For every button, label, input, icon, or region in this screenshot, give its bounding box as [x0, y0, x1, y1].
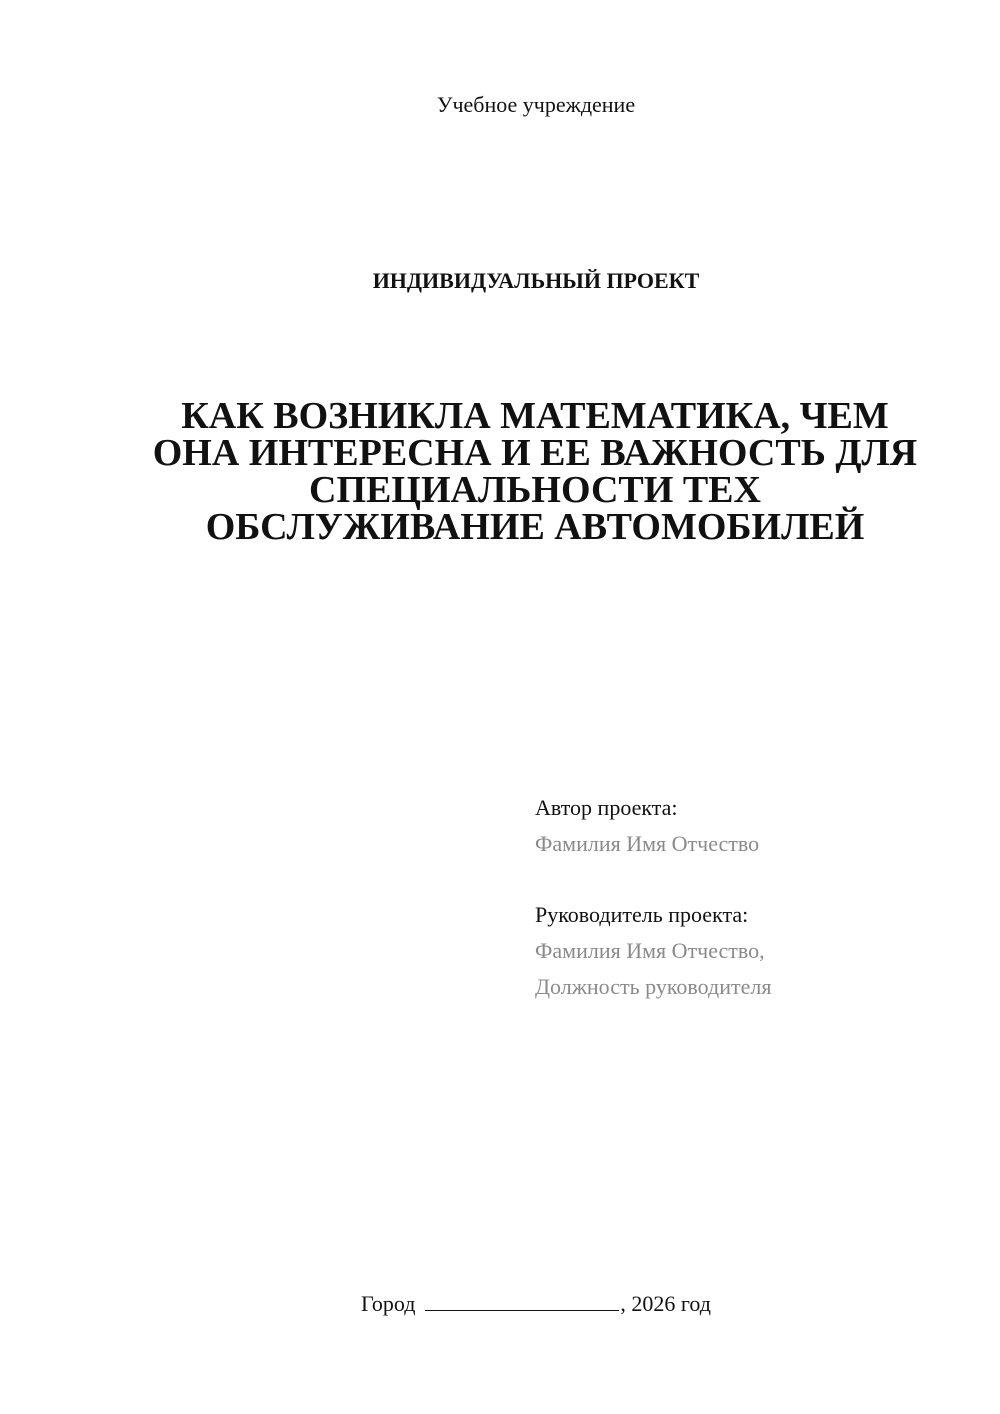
- project-meta: [535, 790, 771, 1005]
- project-title-line: КАК ВОЗНИКЛА МАТЕМАТИКА, ЧЕМ: [181, 395, 889, 437]
- meta-spacer: [535, 862, 771, 897]
- project-title-line: ОНА ИНТЕРЕСНА И ЕЕ ВАЖНОСТЬ ДЛЯ: [152, 432, 918, 474]
- institution-name: Учебное учреждение: [436, 92, 636, 117]
- supervisor-position-placeholder: Должность руководителя: [535, 974, 772, 999]
- footer-city-year: [0, 1290, 1000, 1317]
- project-title: [130, 395, 940, 548]
- author-name-placeholder: Фамилия Имя Отчество: [535, 831, 760, 856]
- city-label: Город: [361, 1291, 416, 1316]
- city-blank-line: [425, 1290, 619, 1311]
- author-label: Автор проекта:: [535, 795, 678, 820]
- project-title-line: СПЕЦИАЛЬНОСТИ ТЕХ: [309, 469, 761, 511]
- supervisor-label: Руководитель проекта:: [535, 902, 749, 927]
- supervisor-name-placeholder: Фамилия Имя Отчество,: [535, 938, 765, 963]
- project-title-line: ОБСЛУЖИВАНИЕ АВТОМОБИЛЕЙ: [205, 506, 865, 548]
- project-type-heading: ИНДИВИДУАЛЬНЫЙ ПРОЕКТ: [372, 268, 700, 293]
- year-text: , 2026 год: [620, 1291, 711, 1316]
